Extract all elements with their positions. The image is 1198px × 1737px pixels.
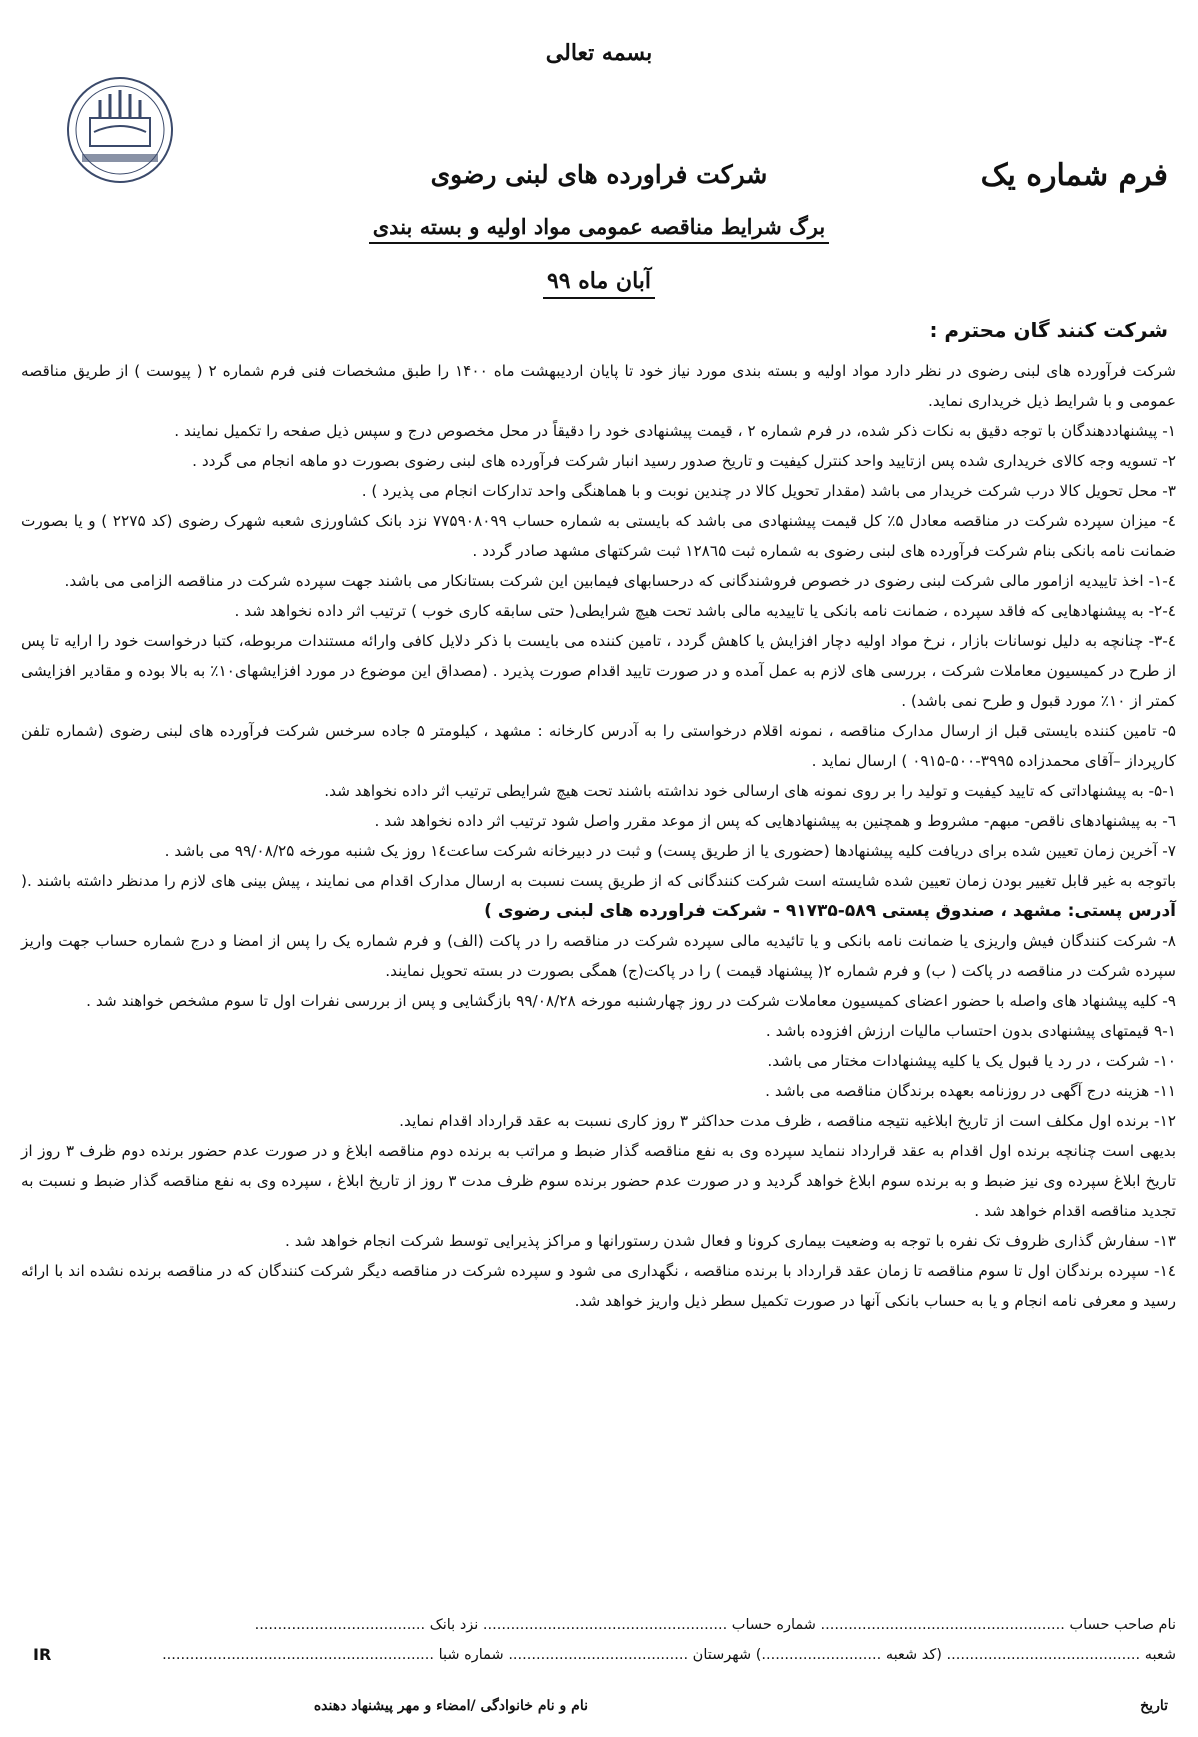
clause-4: ٤- میزان سپرده شرکت در مناقصه معادل ۵٪ کل قیمت پیشنهادی می باشد که بایستی به شماره حساب ۷۷۵۹۰۸۰۹۹ نزد بانک کشاورزی شعبه شهرک رضوی (کد ۲۲۷۵ ) و یا بصورت ضمانت نامه بانکی بنام شرکت فرآورده های لبنی رضوی به شماره ثبت ۱۲۸٦۵ ثبت شرکتهای مشهد صادر گردد . [21,512,1176,560]
bismillah: بسمه تعالی [545,40,653,66]
iban-prefix: IR [33,1645,52,1664]
date-text: آبان ماه ۹۹ [543,268,655,299]
clause-9-1: ۹-۱ قیمتهای پیشنهادی بدون احتساب مالیات ارزش افزوده باشد . [765,1022,1176,1040]
company-name: شرکت فراورده های لبنی رضوی [430,160,768,189]
clause-4-2: ٤-۲- به پیشنهادهایی که فاقد سپرده ، ضمانت نامه بانکی یا تاییدیه مالی باشد تحت هیچ شرایطی( حتی سابقه کاری خوب ) ترتیب اثر داده نخواهد شد . [234,602,1176,620]
bank-row-account[interactable]: نام صاحب حساب ..................................................... شماره حساب ..................................................... نزد بانک ..................................... [254,1617,1176,1633]
clause-8: ۸- شرکت کنندگان فیش واریزی یا ضمانت نامه بانکی و یا تائیدیه مالی سپرده شرکت در مناقصه را در پاکت (الف) و فرم شماره یک را پس از امضا و درج شماره حساب جهت واریز سپرده شرکت در مناقصه در پاکت ( ب) و فرم شماره ۲( پیشنهاد قیمت ) را در پاکت(ج) همگی بصورت در بسته تحویل نمایند. [21,932,1176,980]
intro-paragraph: شرکت فرآورده های لبنی رضوی در نظر دارد مواد اولیه و بسته بندی مورد نیاز خود تا پایان اردیبهشت ماه ۱۴۰۰ را طبق مشخصات فنی فرم شماره ۲ ( پیوست ) از طریق مناقصه عمومی و با شرایط ذیل خریداری نماید. [21,362,1176,410]
clause-1: ۱- پیشنهاددهندگان با توجه دقیق به نکات ذکر شده، در فرم شماره ۲ ، قیمت پیشنهادی خود را دقیقاً در محل مخصوص درج و سپس ذیل صفحه را تکمیل نمایند . [174,422,1176,440]
clause-7: ۷- آخرین زمان تعیین شده برای دریافت کلیه پیشنهادها (حضوری یا از طریق پست) و ثبت در دبیرخانه شرکت ساعت۱٤ روز یک شنبه مورخه ۹۹/۰۸/۲۵ می باشد . [164,842,1176,860]
clause-12: ۱۲- برنده اول مکلف است از تاریخ ابلاغیه نتیجه مناقصه ، ظرف مدت حداکثر ۳ روز کاری نسبت به عقد قرارداد اقدام نماید. [399,1112,1176,1130]
heading-text: برگ شرایط مناقصه عمومی مواد اولیه و بسته بندی [369,214,829,244]
clause-14: ۱٤- سپرده برندگان اول تا سوم مناقصه تا زمان عقد قرارداد با برنده مناقصه ، نگهداری می شود و سپرده شرکت در مناقصه دیگر شرکت کنندگان که در مناقصه برنده نشده اند با ارائه رسید و معرفی نامه انجام و یا به حساب بانکی آنها در صورت تکمیل سطر ذیل واریز خواهد شد. [21,1262,1176,1310]
clause-7-note [21,866,1176,926]
clause-5-1: ۵-۱- به پیشنهاداتی که تایید کیفیت و تولید را بر روی نمونه های ارسالی خود نداشته باشند تحت هیچ شرایطی ترتیب اثر داده نخواهد شد. [324,782,1176,800]
clause-11: ۱۱- هزینه درج آگهی در روزنامه بعهده برندگان مناقصه می باشد . [765,1082,1176,1100]
form-number: فرم شماره یک [980,158,1168,193]
clause-4-1: ٤-۱- اخذ تاییدیه ازامور مالی شرکت لبنی رضوی در خصوص فروشندگانی که درحسابهای فیمابین این شرکت بستانکار می باشند جهت سپرده شرکت در مناقصه الزامی می باشد. [64,572,1176,590]
clause-3: ۳- محل تحویل کالا درب شرکت خریدار می باشد (مقدار تحویل کالا در چندین نوبت و با هماهنگی واحد تدارکات انجام می پذیرد ) . [361,482,1176,500]
document-date [0,268,1198,299]
clause-7-note-text: باتوجه به غیر قابل تغییر بودن زمان تعیین شده شایسته است شرکت کنندگانی که از طریق پست نسبت به ارسال مدارک اقدام می نمایند ، پیش بینی های لازم را مدنظر داشته باشند .( [21,872,1176,890]
bank-row-branch-text: شعبه .......................................... (کد شعبه ..........................) شهرستان ....................................... شماره شبا ........................................................... [162,1647,1176,1663]
signature-footer [28,1698,1168,1714]
clause-10: ۱۰- شرکت ، در رد یا قبول یک یا کلیه پیشنهادات مختار می باشد. [767,1052,1176,1070]
clause-2: ۲- تسویه وجه کالای خریداری شده پس ازتایید واحد کنترل کیفیت و تاریخ صدور رسید انبار شرکت فرآورده های لبنی رضوی بصورت دو ماهه انجام می گردد . [192,452,1176,470]
document-heading [0,214,1198,244]
clause-13: ۱۳- سفارش گذاری ظروف تک نفره با توجه به وضعیت بیماری کرونا و فعال شدن رستورانها و مراکز پذیرایی توسط شرکت انجام خواهد شد . [285,1232,1176,1250]
salutation: شرکت کنند گان محترم : [929,318,1168,342]
clause-4-3: ٤-۳- چنانچه به دلیل نوسانات بازار ، نرخ مواد اولیه دچار افزایش یا کاهش گردد ، تامین کننده می بایست با ذکر دلایل کافی وارائه مستندات مربوطه، کتبا درخواست خود را ارایه تا پس از طرح در کمیسیون معاملات شرکت ، بررسی های لازم به عمل آمده و در صورت تایید اقدام صورت پذیرد . (مصداق این موضوع در مورد افزایشهای۱۰٪ به بالا بوده و مقادیر افزایشی کمتر از ۱۰٪ مورد قبول و طرح نمی باشد) . [21,632,1176,710]
postal-address: آدرس پستی: مشهد ، صندوق پستی ۵۸۹-۹۱۷۳۵ - شرکت فراورده های لبنی رضوی ) [484,901,1176,921]
date-label: تاریخ [1140,1698,1168,1714]
clause-9: ۹- کلیه پیشنهاد های واصله با حضور اعضای کمیسیون معاملات شرکت در روز چهارشنبه مورخه ۹۹/۰۸/۲۸ بازگشایی و پس از بررسی نفرات اول تا سوم مشخص خواهند شد . [86,992,1176,1010]
clause-12-note: بدیهی است چنانچه برنده اول اقدام به عقد قرارداد ننماید سپرده وی به نفع مناقصه گذار ضبط و مراتب به برنده دوم مناقصه ابلاغ و در صورت عدم حضور برنده دوم ظرف ۳ روز از تاریخ ابلاغ سپرده وی نیز ضبط و به برنده سوم ابلاغ خواهد گردید و در صورت عدم حضور برنده سوم ظرف مدت ۳ روز از تاریخ ابلاغ ، سپرده وی به نفع مناقصه گذار ضبط و نسبت به تجدید مناقصه اقدام خواهد شد . [21,1142,1176,1220]
conditions-body [21,356,1176,1316]
bank-row-branch[interactable] [21,1640,1176,1670]
clause-5: ۵- تامین کننده بایستی قبل از ارسال مدارک مناقصه ، نمونه اقلام درخواستی را به آدرس کارخانه : مشهد ، کیلومتر ۵ جاده سرخس شرکت فرآورده های لبنی رضوی (شماره تلفن کارپرداز –آقای محمدزاده ۳۹۹۵-۵۰۰-۰۹۱۵ ) ارسال نماید . [21,722,1176,770]
bank-details-form [21,1610,1176,1670]
clause-6: ٦- به پیشنهادهای ناقص- مبهم- مشروط و همچنین به پیشنهادهایی که پس از موعد مقرر واصل شود ترتیب اثر داده نخواهد شد . [374,812,1176,830]
signature-label: نام و نام خانوادگی /امضاء و مهر پیشنهاد دهنده [313,1698,588,1714]
